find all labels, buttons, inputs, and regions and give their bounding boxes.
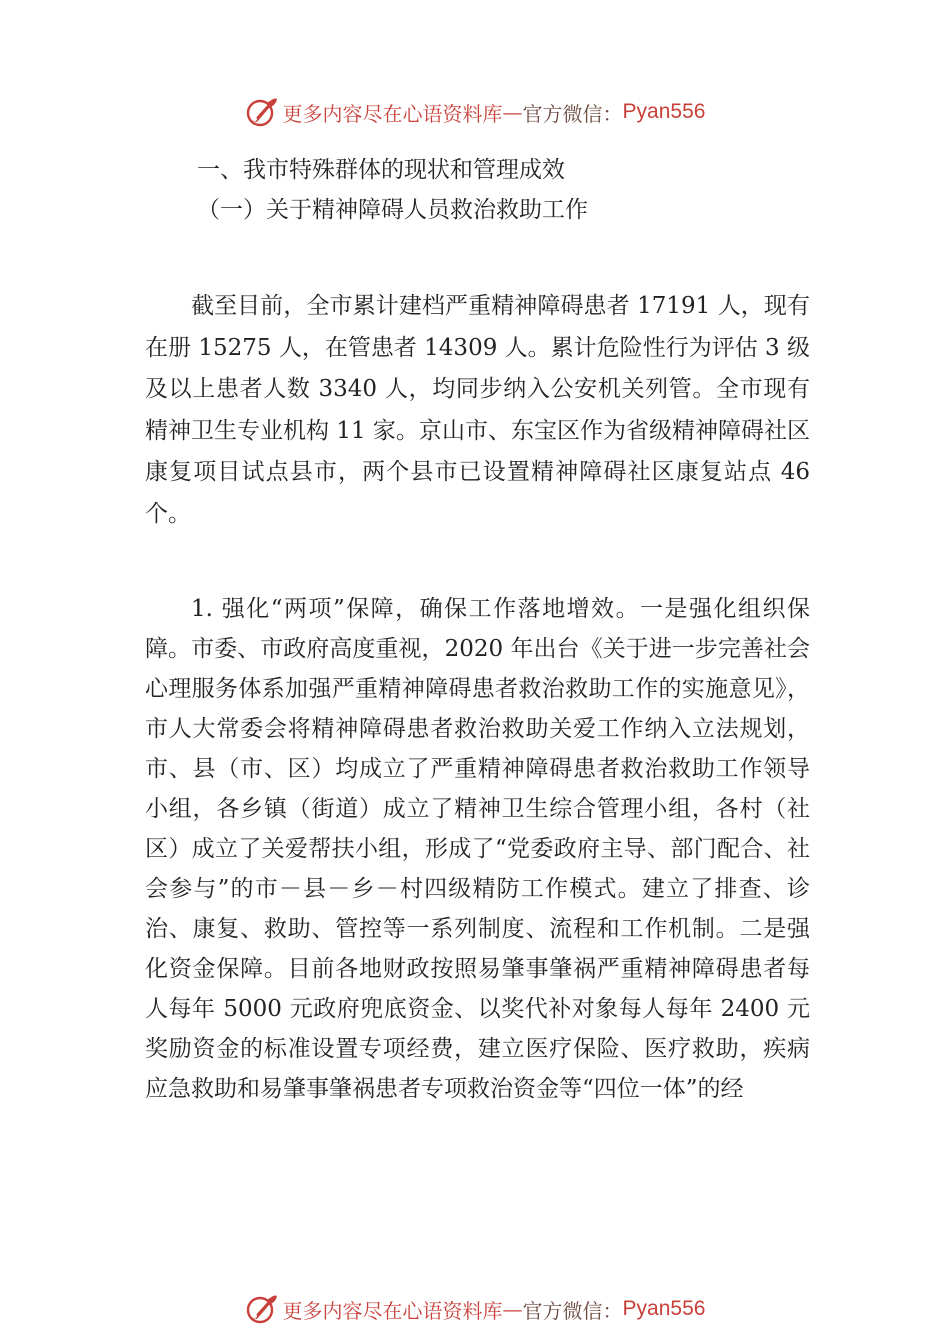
watermark-wechat-label: 官方微信： — [522, 1298, 623, 1323]
watermark-wechat-label: 官方微信： — [522, 101, 623, 126]
watermark-banner-top — [0, 92, 950, 132]
watermark-wechat-id: Pyan556 — [622, 100, 706, 123]
paragraph-statistics: 截至目前，全市累计建档严重精神障碍患者 17191 人，现有在册 15275 人，在管患者 14309 人。累计危险性行为评估 3 级及以上患者人数 3340 人，均同步纳入公安机关列管。全市现有精神卫生专业机构 11 家。京山市、东宝区作为省级精神障碍社区康复项目试点县市，两个县市已设置精神障碍社区康复站点 46 个。 — [145, 293, 810, 527]
watermark-separator: — — [502, 1297, 523, 1321]
paragraph-guarantees: 1. 强化“两项”保障，确保工作落地增效。一是强化组织保障。市委、市政府高度重视，2020 年出台《关于进一步完善社会心理服务体系加强严重精神障碍患者救治救助工作的实施意见》，市人大常委会将精神障碍患者救治救助关爱工作纳入立法规划，市、县（市、区）均成立了严重精神障碍患者救治救助工作领导小组，各乡镇（街道）成立了精神卫生综合管理小组，各村（社区）成立了关爱帮扶小组，形成了“党委政府主导、部门配合、社会参与”的市－县－乡－村四级精防工作模式。建立了排查、诊治、康复、救助、管控等一系列制度、流程和工作机制。二是强化资金保障。目前各地财政按照易肇事肇祸严重精神障碍患者每人每年 5000 元政府兜底资金、以奖代补对象每人每年 2400 元奖励资金的标准设置专项经费，建立医疗保险、医疗救助，疾病应急救助和易肇事肇祸患者专项救治资金等“四位一体”的经 — [145, 596, 810, 1102]
watermark-separator: — — [502, 100, 523, 124]
subsection-heading: （一）关于精神障碍人员救治救助工作 — [197, 197, 588, 223]
document-body — [145, 150, 810, 1109]
quill-pen-circle-icon — [245, 1292, 279, 1326]
watermark-site-name: 更多内容尽在心语资料库 — [282, 1298, 503, 1323]
watermark-site-name: 更多内容尽在心语资料库 — [282, 101, 503, 126]
watermark-banner-bottom — [0, 1289, 950, 1329]
section-heading: 一、我市特殊群体的现状和管理成效 — [197, 157, 565, 183]
watermark-wechat-id: Pyan556 — [622, 1297, 706, 1320]
quill-pen-circle-icon — [245, 95, 279, 129]
